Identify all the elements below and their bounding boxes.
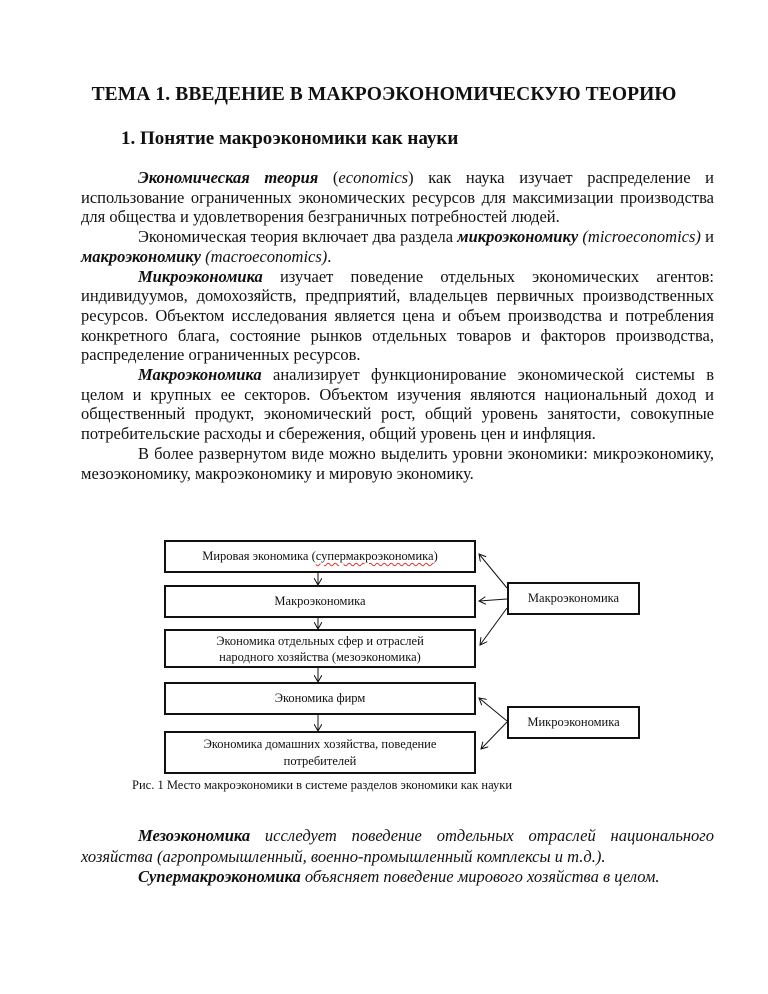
level-firms: Экономика фирм	[164, 682, 476, 715]
term-economics-en: economics	[338, 168, 409, 187]
definition-supermacroeconomics: Супермакроэкономика объясняет поведение мирового хозяйства в целом.	[138, 867, 660, 886]
paragraph-two-sections: Экономическая теория включает два раздела микроэкономику (microeconomics) и макроэкономику (macroeconomics).	[81, 227, 714, 266]
level-households: Экономика домашних хозяйства, поведение потребителей	[164, 731, 476, 774]
figure-caption: Рис. 1 Место макроэкономики в системе разделов экономики как науки	[132, 778, 513, 792]
paragraph-microeconomics: Микроэкономика изучает поведение отдельных экономических агентов: индивидуумов, домохозяйств, предприятий, владельцев первичных производственных ресурсов. Объектом исследования является цена и объем производства и потребления конкретного блага, состояние рынков отдельных товаров и факторов производства, распределение ограниченных ресурсов.	[81, 266, 714, 365]
definition-mesoeconomics: Мезоэкономика исследует поведение отдельных отраслей национального хозяйства (агропромышленный, военно-промышленный комплексы и т.д.).	[81, 826, 714, 866]
term-economic-theory: Экономическая теория	[138, 168, 319, 187]
level-world-economy: Мировая экономика (супермакроэкономика)	[164, 540, 476, 573]
definitions	[81, 826, 714, 888]
paragraph-economics: Экономическая теория (economics) как наука изучает распределение и использование ограниченных экономических ресурсов для максимизации производства для общества и удовлетворения безграничных потребностей людей.	[81, 168, 715, 227]
group-microeconomics: Микроэкономика	[507, 706, 640, 739]
paragraph-macroeconomics: Макроэкономика анализирует функционирование экономической системы в целом и крупных ее секторов. Объектом изучения являются национальный доход и общественный продукт, экономический рост, общий уровень занятости, совокупные потребительские расходы и сбережения, общий уровень цен и инфляция.	[81, 365, 714, 444]
paragraph-levels: В более развернутом виде можно выделить уровни экономики: микроэкономику, мезоэкономику, макроэкономику и мировую экономику.	[81, 443, 714, 483]
term-microeconomics: микроэкономику	[457, 227, 579, 247]
term-micro: Микроэкономика	[138, 266, 263, 286]
section-heading: 1. Понятие макроэкономики как науки	[121, 128, 459, 149]
term-macroeconomics: макроэкономику	[81, 246, 201, 266]
term-macro: Макроэкономика	[138, 365, 262, 385]
level-mesoeconomics: Экономика отдельных сфер и отраслей народного хозяйства (мезоэкономика)	[164, 629, 476, 668]
level-macroeconomics: Макроэкономика	[164, 585, 476, 618]
group-macroeconomics: Макроэкономика	[507, 582, 640, 615]
chapter-title: ТЕМА 1. ВВЕДЕНИЕ В МАКРОЭКОНОМИЧЕСКУЮ ТЕОРИЮ	[91, 84, 677, 105]
